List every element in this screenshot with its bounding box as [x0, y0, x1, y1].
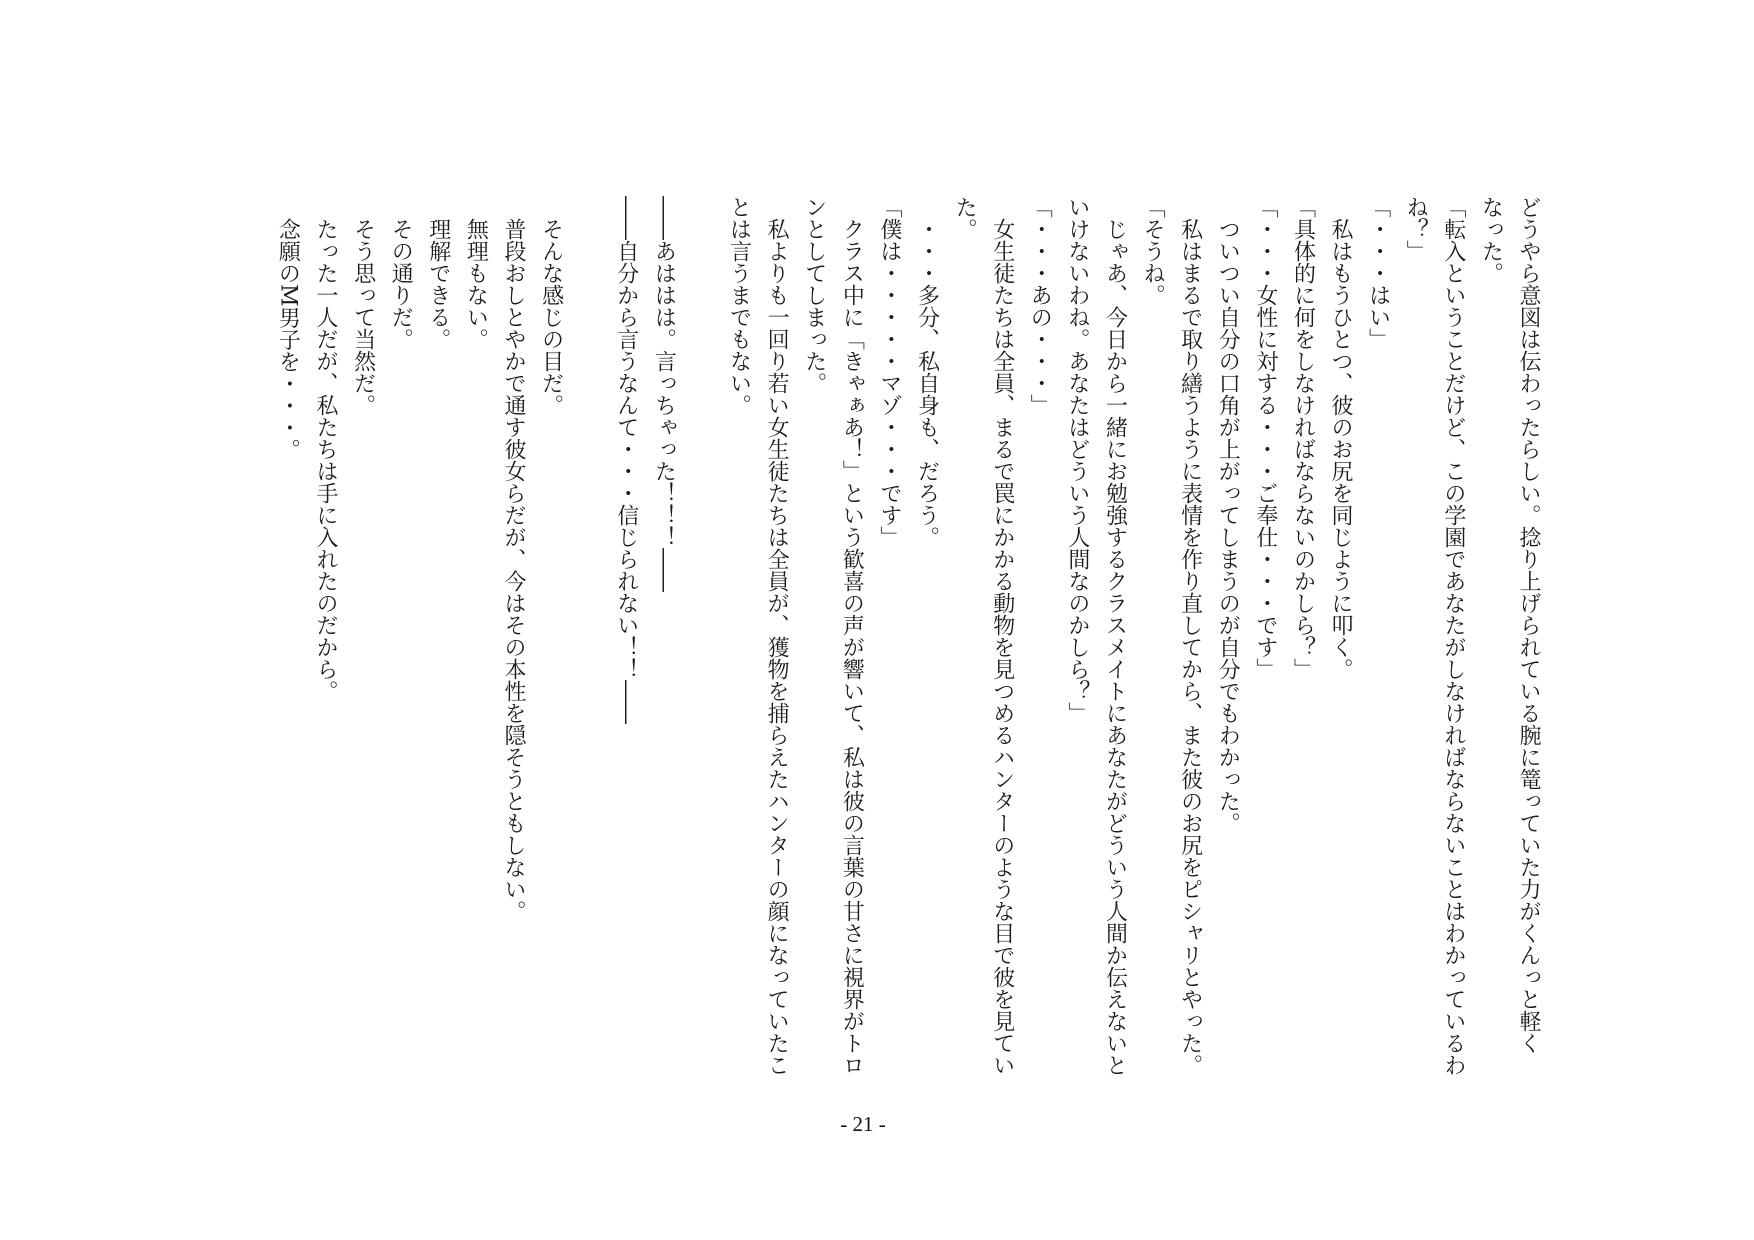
text-line: 私はまるで取り繕うように表情を作り直してから、また彼のお尻をピシャリとやった。 — [1177, 196, 1203, 1076]
text-line: いけないわね。あなたはどういう人間なのかしら？」 — [1064, 196, 1090, 724]
text-line: 「具体的に何をしなければならないのかしら？」 — [1290, 196, 1316, 680]
text-line: ・・・多分、私自身も、だろう。 — [914, 196, 940, 548]
text-line: そう思って当然だ。 — [350, 196, 376, 416]
text-line: クラス中に「きゃぁあ！」という歓喜の声が響いて、私は彼の言葉の甘さに視界がトロ — [839, 196, 865, 1076]
text-line: じゃあ、今日から一緒にお勉強するクラスメイトにあなたがどういう人間か伝えないと — [1102, 196, 1128, 1076]
text-line: たった一人だが、私たちは手に入れたのだから。 — [313, 196, 338, 702]
text-line: 普段おしとやかで通す彼女らだが、今はその本性を隠そうともしない。 — [500, 196, 526, 922]
page-number: - 21 - — [840, 1112, 886, 1136]
vertical-body-text — [269, 196, 1547, 1076]
text-line: 「・・・女性に対する・・・ご奉仕・・・です」 — [1252, 196, 1278, 680]
text-line: ――あははは。言っちゃった！！！―― — [651, 196, 677, 592]
text-line: 「そうね。 — [1140, 196, 1166, 306]
text-line: ね？」 — [1403, 196, 1429, 262]
text-line: 無理もない。 — [463, 196, 489, 350]
text-line: ついつい自分の口角が上がってしまうのが自分でもわかった。 — [1215, 196, 1241, 834]
text-line: 「・・・あの・・・」 — [1027, 196, 1053, 416]
text-line: なった。 — [1478, 196, 1504, 284]
text-line: 私よりも一回り若い女生徒たちは全員が、獲物を捕らえたハンターの顔になっていたこ — [764, 196, 790, 1076]
text-line: 私はもうひとつ、彼のお尻を同じように叩く。 — [1328, 196, 1354, 680]
text-line: 女生徒たちは全員、まるで罠にかかる動物を見つめるハンターのような目で彼を見てい — [989, 196, 1015, 1076]
text-line: ――自分から言うなんて・・・信じられない！！―― — [613, 196, 639, 724]
blank-line — [682, 196, 720, 1060]
text-line: その通りだ。 — [388, 196, 414, 350]
text-line: 理解できる。 — [425, 196, 451, 350]
text-line: どうやら意図は伝わったらしい。捻り上げられている腕に篭っていた力がくんっと軽く — [1516, 196, 1541, 1054]
text-line: た。 — [952, 196, 978, 240]
text-line: 「・・・はい」 — [1365, 196, 1391, 350]
text-line: そんな感じの目だ。 — [538, 196, 564, 416]
text-line: ンとしてしまった。 — [801, 196, 827, 394]
text-line: とは言うまでもない。 — [726, 196, 752, 416]
text-line: 「転入ということだけど、この学園であなたがしなければならないことはわかっているわ — [1440, 196, 1466, 1076]
blank-line — [570, 196, 608, 1060]
text-line: 「僕は・・・・・マゾ・・・です」 — [876, 196, 902, 548]
text-line: 念願のM男子を・・・。 — [275, 196, 301, 461]
